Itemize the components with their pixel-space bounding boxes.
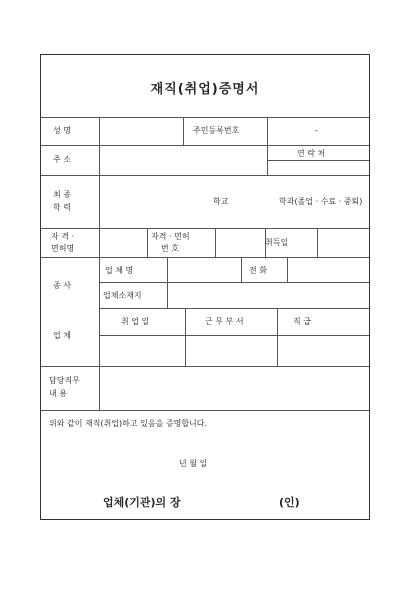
duties-label-2: 내 용 bbox=[49, 389, 67, 398]
education-label-1: 최 종 bbox=[53, 190, 71, 199]
divider bbox=[183, 117, 184, 145]
work-department-label: 근 무 부 서 bbox=[205, 317, 244, 326]
divider bbox=[41, 145, 369, 146]
school-label: 학교 bbox=[213, 197, 229, 206]
name-label: 성 명 bbox=[53, 126, 71, 135]
company-name-label: 업 체 명 bbox=[105, 266, 134, 275]
divider bbox=[287, 257, 288, 282]
department-major-label: 학과(졸업 · 수료 · 중퇴) bbox=[279, 197, 363, 206]
divider bbox=[267, 117, 268, 175]
seal-mark: (인) bbox=[279, 496, 300, 509]
divider bbox=[167, 257, 168, 308]
duties-label-1: 담당직무 bbox=[49, 376, 80, 385]
divider bbox=[99, 335, 369, 336]
employment-label-1: 종 사 bbox=[53, 281, 71, 290]
divider bbox=[267, 160, 369, 161]
license-name-label-2: 면허명 bbox=[51, 244, 75, 253]
divider bbox=[99, 308, 369, 309]
divider bbox=[317, 228, 318, 257]
employment-label-2: 업 체 bbox=[53, 331, 71, 340]
hire-date-label: 취 업 일 bbox=[121, 317, 150, 326]
divider bbox=[185, 308, 186, 366]
divider bbox=[99, 117, 100, 410]
divider bbox=[41, 366, 369, 367]
address-label: 주 소 bbox=[53, 155, 71, 164]
company-address-label: 업체소재지 bbox=[103, 291, 142, 300]
contact-label: 연 락 처 bbox=[297, 149, 326, 158]
divider bbox=[147, 228, 148, 257]
certificate-form bbox=[40, 54, 370, 520]
phone-label: 전 화 bbox=[249, 266, 267, 275]
position-label: 직 급 bbox=[293, 317, 311, 326]
divider bbox=[99, 282, 369, 283]
divider bbox=[41, 257, 369, 258]
divider bbox=[215, 228, 216, 257]
divider bbox=[41, 410, 369, 411]
date-line: 년 월 일 bbox=[179, 459, 208, 468]
divider bbox=[241, 257, 242, 282]
license-name-label-1: 자 격 · bbox=[51, 232, 75, 241]
license-number-label-1: 자격 · 면허 bbox=[151, 232, 190, 241]
resident-number-label: 주민등록번호 bbox=[193, 126, 240, 135]
divider bbox=[277, 308, 278, 366]
divider bbox=[41, 175, 369, 176]
divider bbox=[41, 117, 369, 118]
acquired-date-label: 취득일 bbox=[265, 238, 289, 247]
resident-number-dash: - bbox=[315, 126, 318, 135]
license-number-label-2: 번 호 bbox=[161, 244, 179, 253]
issuer-head-label: 업체(기관)의 장 bbox=[103, 496, 181, 509]
certification-text: 위와 같이 재직(취업)하고 있음을 증명합니다. bbox=[49, 419, 208, 428]
page-title: 재직(취업)증명서 bbox=[150, 82, 260, 97]
divider bbox=[41, 228, 369, 229]
education-label-2: 학 력 bbox=[53, 203, 71, 212]
